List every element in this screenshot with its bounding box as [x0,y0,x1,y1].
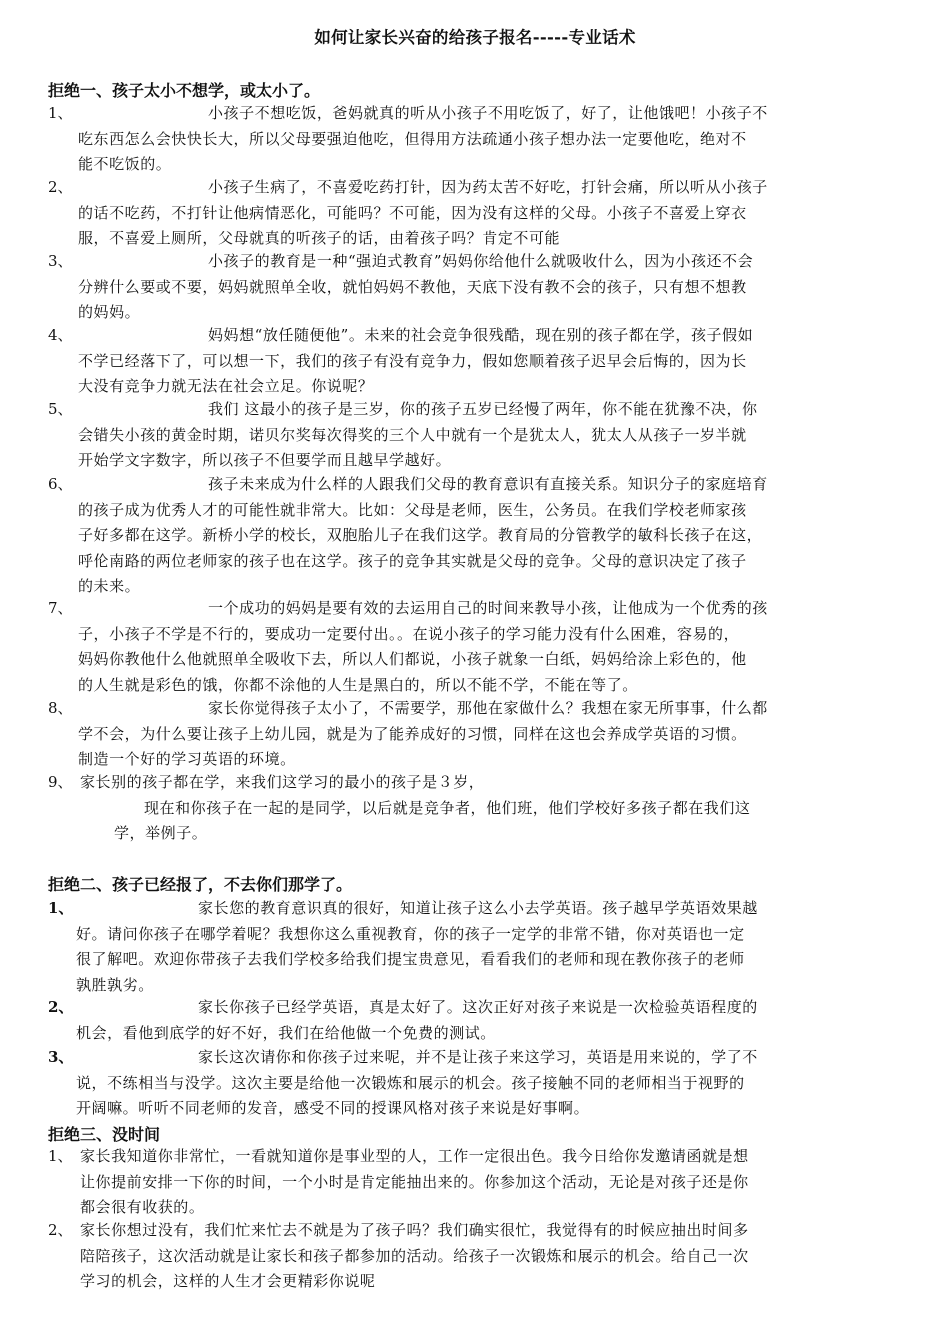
section-3-item-1 [48,1144,908,1221]
item-line: 会错失小孩的黄金时期，诺贝尔奖每次得奖的三个人中就有一个是犹太人，犹太人从孩子一岁半就 [78,425,747,444]
item-line: 能不吃饭的。 [78,155,172,173]
item-line: 家长你孩子已经学英语，真是太好了。这次正好对孩子来说是一次检验英语程度的 [198,998,758,1016]
item-line: 的人生就是彩色的饿，你都不涂他的人生是黑白的，所以不能不学，不能在等了。 [78,675,638,694]
section-3-heading: 拒绝三、没时间 [48,1125,161,1144]
section-1-item-6 [48,472,908,600]
item-line: 家长您的教育意识真的很好，知道让孩子这么小去学英语。孩子越早学英语效果越 [198,899,758,917]
item-number: 1、 [48,104,73,122]
item-line: 一个成功的妈妈是要有效的去运用自己的时间来教导小孩，让他成为一个优秀的孩 [208,599,768,617]
section-2-item-3 [48,1045,908,1122]
item-number: 3、 [48,1048,74,1066]
item-line: 很了解吧。欢迎你带孩子去我们学校多给我们提宝贵意见，看看我们的老师和现在教你孩子的老师 [76,950,745,968]
item-line: 子，小孩子不学是不行的，要成功一定要付出。。在说小孩子的学习能力没有什么困难，容易的， [78,624,740,643]
item-number: 8、 [48,699,73,717]
item-line: 分辨什么要或不要，妈妈就照单全收，就怕妈妈不教他，天底下没有教不会的孩子，只有想不想教 [78,277,747,296]
item-line: 让你提前安排一下你的时间，一个小时是肯定能抽出来的。你参加这个活动，无论是对孩子还是你 [80,1172,749,1191]
item-line: 子好多都在这学。新桥小学的校长，双胞胎儿子在我们这学。教育局的分管教学的敏科长孩子在这， [78,526,763,544]
page-title: 如何让家长兴奋的给孩子报名-----专业话术 [314,28,636,47]
section-1-item-8 [48,696,908,773]
section-1-item-2 [48,175,908,252]
section-2-item-1 [48,896,908,998]
item-line: 说，不练相当与没学。这次主要是给他一次锻炼和展示的机会。孩子接触不同的老师相当于视野的 [76,1073,745,1092]
item-line: 陪陪孩子，这次活动就是让家长和孩子都参加的活动。给孩子一次锻炼和展示的机会。给自己一次 [80,1246,749,1265]
item-number: 2、 [48,178,73,196]
item-line: 家长这次请你和你孩子过来呢，并不是让孩子来这学习，英语是用来说的，学了不 [198,1048,758,1066]
section-1-item-5 [48,397,908,474]
item-line: 好。请问你孩子在哪学着呢？我想你这么重视教育，你的孩子一定学的非常不错，你对英语也一定 [76,924,745,943]
item-line: 都会很有收获的。 [80,1198,205,1216]
item-line: 家长你想过没有，我们忙来忙去不就是为了孩子吗？我们确实很忙，我觉得有的时候应抽出时间多 [80,1221,749,1239]
item-line: 孰胜孰劣。 [76,975,154,994]
item-number: 3、 [48,252,73,270]
item-line: 吃东西怎么会快快长大，所以父母要强迫他吃，但得用方法疏通小孩子想办法一定要他吃，绝对不 [78,129,747,148]
item-line: 的未来。 [78,577,141,595]
section-1-heading: 拒绝一、孩子太小不想学，或太小了。 [48,81,321,100]
section-3-item-2 [48,1218,908,1295]
item-line: 大没有竞争力就无法在社会立足。你说呢？ [78,377,374,395]
item-line: 的孩子成为优秀人才的可能性就非常大。比如：父母是老师，医生，公务员。在我们学校老师家孩 [78,500,747,519]
item-line: 妈妈你教他什么他就照单全吸收下去，所以人们都说，小孩子就象一白纸，妈妈给涂上彩色的，他 [78,650,747,668]
section-2-item-2 [48,995,908,1046]
section-1-item-9 [48,770,908,847]
item-line: 服，不喜爱上厕所，父母就真的听孩子的话，由着孩子吗？肯定不可能 [78,229,561,247]
section-1-item-1 [48,101,908,178]
item-line: 孩子未来成为什么样的人跟我们父母的教育意识有直接关系。知识分子的家庭培育 [208,475,768,493]
item-line: 我们 这最小的孩子是三岁，你的孩子五岁已经慢了两年，你不能在犹豫不决，你 [208,400,758,418]
item-number: 4、 [48,326,73,344]
item-line: 机会，看他到底学的好不好，我们在给他做一个免费的测试。 [76,1023,496,1042]
item-number: 6、 [48,475,73,493]
item-line: 开始学文字数字，所以孩子不但要学而且越早学越好。 [78,451,452,469]
item-line: 家长你觉得孩子太小了，不需要学，那他在家做什么？我想在家无所事事，什么都 [208,699,768,717]
section-1-item-4 [48,323,908,400]
item-number: 1、 [48,899,74,917]
item-line: 呼伦南路的两位老师家的孩子也在这学。孩子的竞争其实就是父母的竞争。父母的意识决定了孩子 [78,551,747,570]
item-number: 7、 [48,599,73,617]
item-line: 小孩子的教育是一种“强迫式教育”妈妈你给他什么就吸收什么，因为小孩还不会 [208,252,754,270]
section-1-item-3 [48,249,908,326]
item-line: 学不会，为什么要让孩子上幼儿园，就是为了能养成好的习惯，同样在这也会养成学英语的习惯。 [78,724,747,743]
item-number: 2、 [48,998,74,1016]
section-2-heading: 拒绝二、孩子已经报了，不去你们那学了。 [48,875,353,894]
item-line: 制造一个好的学习英语的环境。 [78,750,296,768]
item-number: 1、 [48,1147,73,1165]
item-line: 开阔嘛。听听不同老师的发音，感受不同的授课风格对孩子来说是好事啊。 [76,1099,590,1117]
item-number: 2、 [48,1221,73,1239]
item-line: 学习的机会，这样的人生才会更精彩你说呢 [80,1272,376,1290]
item-line: 不学已经落下了，可以想一下，我们的孩子有没有竞争力，假如您顺着孩子迟早会后悔的，因为长 [78,351,747,370]
item-line: 学，举例子。 [114,824,208,842]
item-line: 小孩子生病了，不喜爱吃药打针，因为药太苦不好吃，打针会痛，所以听从小孩子 [208,178,768,196]
item-line: 家长我知道你非常忙，一看就知道你是事业型的人，工作一定很出色。我今日给你发邀请函就是想 [80,1147,749,1165]
item-line: 家长别的孩子都在学，来我们这学习的最小的孩子是３岁， [80,773,485,791]
item-number: 5、 [48,400,73,418]
item-number: 9、 [48,773,73,791]
item-line: 的妈妈。 [78,303,141,321]
section-1-item-7 [48,596,908,698]
item-line: 现在和你孩子在一起的是同学，以后就是竞争者，他们班，他们学校好多孩子都在我们这 [144,798,751,817]
item-line: 的话不吃药，不打针让他病情恶化，可能吗？不可能，因为没有这样的父母。小孩子不喜爱上穿衣 [78,203,747,222]
item-line: 小孩子不想吃饭，爸妈就真的听从小孩子不用吃饭了，好了，让他饿吧！小孩子不 [208,104,768,122]
item-line: 妈妈想“放任随便他”。未来的社会竞争很残酷，现在别的孩子都在学，孩子假如 [208,326,754,344]
